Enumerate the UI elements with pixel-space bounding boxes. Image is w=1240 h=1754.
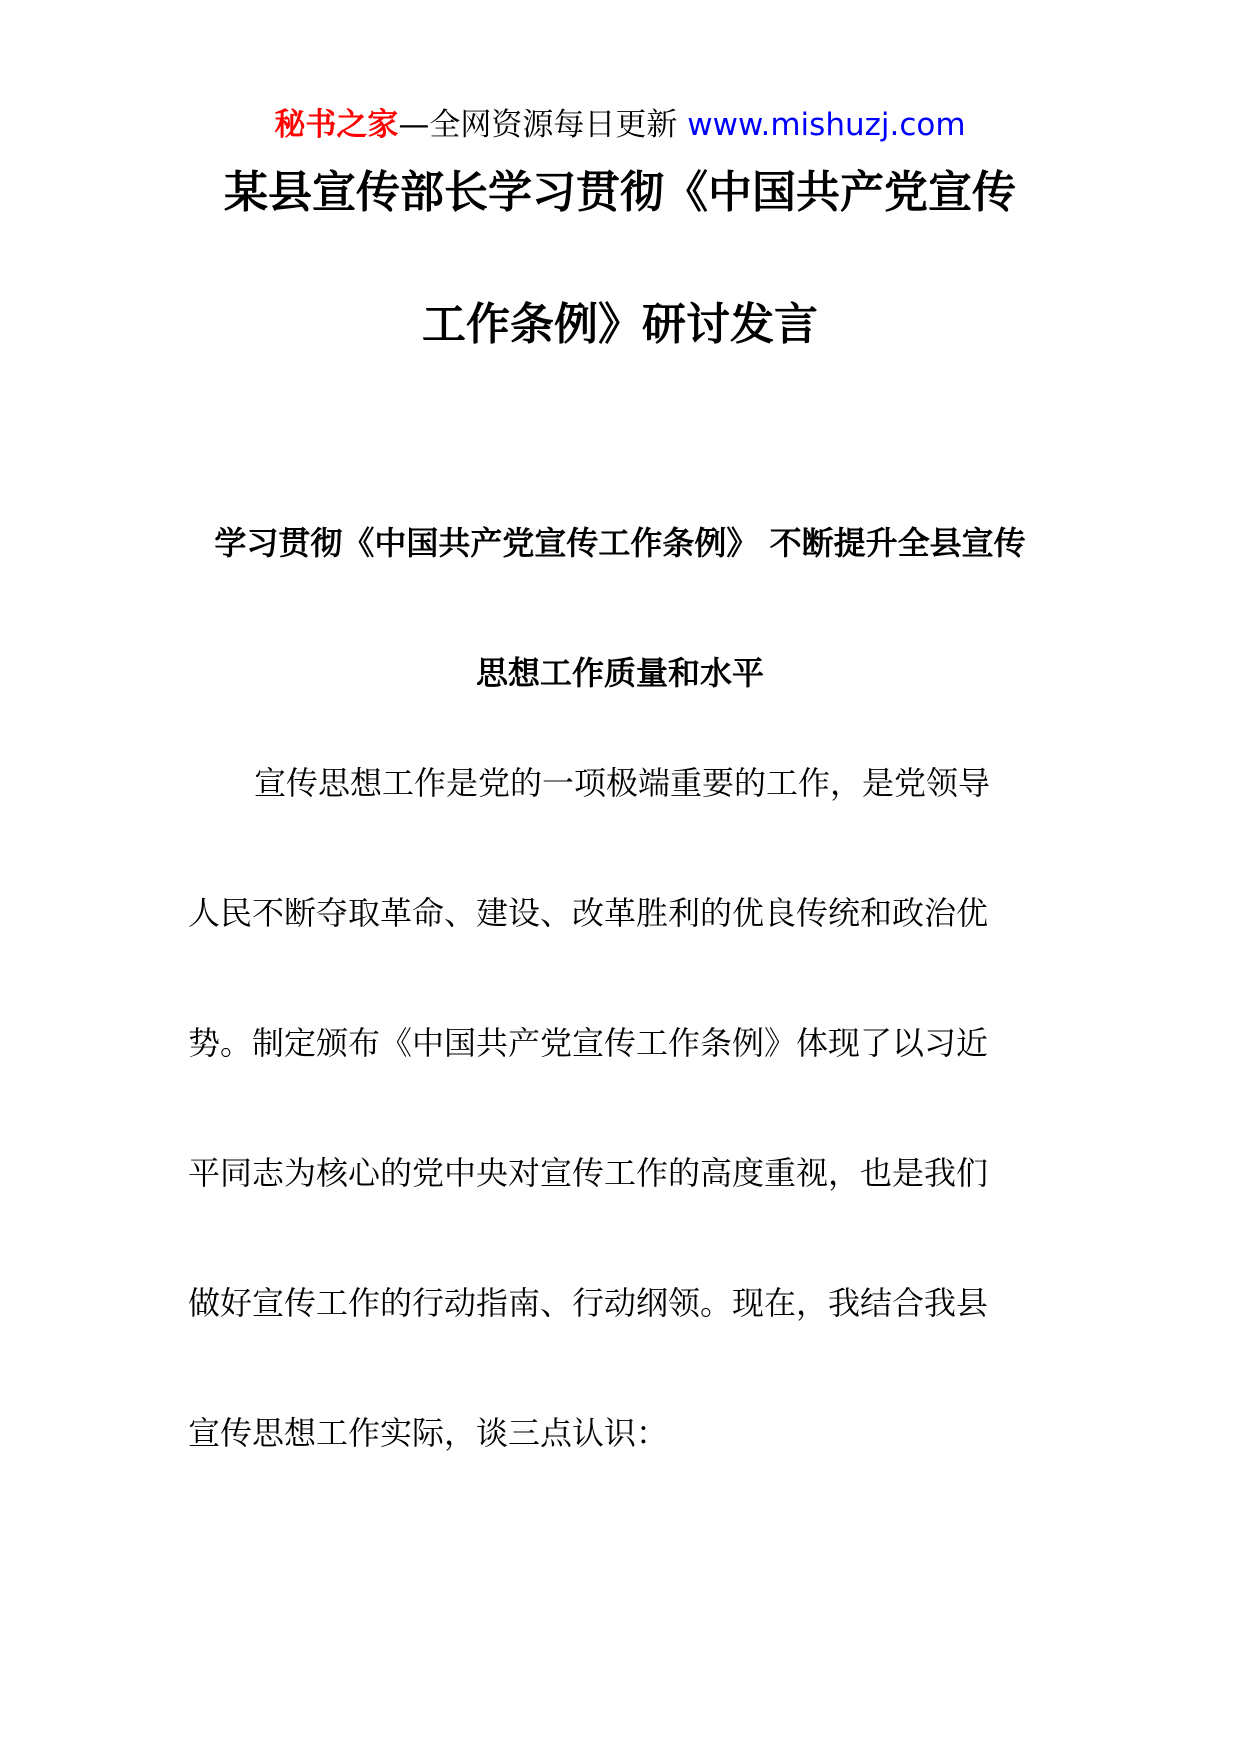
paragraph-line: 平同志为核心的党中央对宣传工作的高度重视，也是我们 bbox=[188, 1154, 989, 1192]
section-subtitle-line-1: 学习贯彻《中国共产党宣传工作条例》 不断提升全县宣传 bbox=[214, 524, 1026, 562]
paragraph-line: 宣传思想工作是党的一项极端重要的工作，是党领导 bbox=[254, 764, 991, 802]
paragraph-line: 做好宣传工作的行动指南、行动纲领。现在，我结合我县 bbox=[188, 1284, 989, 1322]
site-brand: 秘书之家 bbox=[274, 107, 399, 143]
paragraph-line: 人民不断夺取革命、建设、改革胜利的优良传统和政治优 bbox=[188, 894, 989, 932]
site-tagline: —全网资源每日更新 bbox=[398, 107, 678, 143]
site-header bbox=[0, 100, 1240, 150]
document-title-line-2: 工作条例》研讨发言 bbox=[422, 299, 818, 350]
paragraph-line: 宣传思想工作实际，谈三点认识： bbox=[188, 1414, 669, 1452]
section-subtitle-line-2: 思想工作质量和水平 bbox=[475, 654, 764, 692]
document-title-line-1: 某县宣传部长学习贯彻《中国共产党宣传 bbox=[224, 167, 1016, 218]
site-url-link[interactable]: www.mishuzj.com bbox=[687, 107, 966, 143]
paragraph-line: 势。制定颁布《中国共产党宣传工作条例》体现了以习近 bbox=[188, 1024, 989, 1062]
